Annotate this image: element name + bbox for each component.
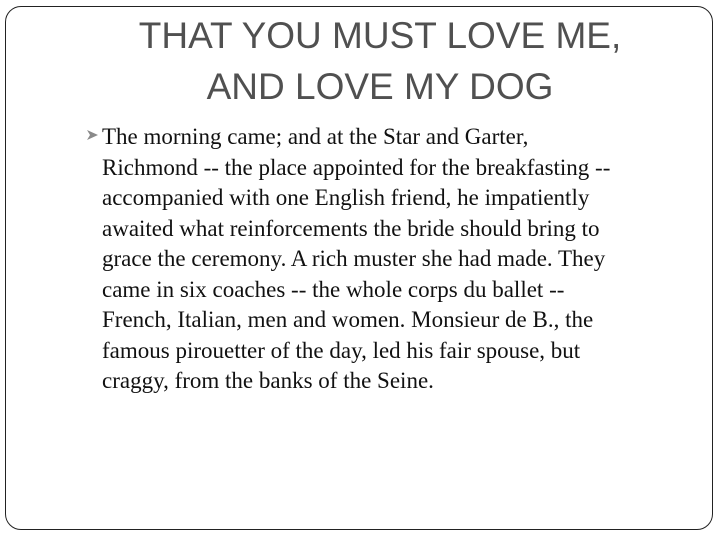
body-line: The morning came; and at the Star and Garter, (102, 124, 529, 149)
body-line: Richmond -- the place appointed for the breakfasting -- (102, 154, 611, 180)
body-line: awaited what reinforcements the bride should bring to (102, 215, 600, 241)
body-line: accompanied with one English friend, he impatiently (102, 185, 590, 210)
arrow-bullet-icon (84, 127, 100, 143)
title-line-2: AND LOVE MY DOG (206, 66, 554, 107)
body-line: came in six coaches -- the whole corps du ballet -- (102, 276, 565, 302)
title-line-1: THAT YOU MUST LOVE ME, (138, 15, 622, 56)
body-line: French, Italian, men and women. Monsieur de B., the (102, 307, 594, 332)
slide-title (60, 10, 700, 112)
body-line: famous pirouetter of the day, led his fair spouse, but (102, 337, 581, 363)
body-line: grace the ceremony. A rich muster she had made. They (102, 246, 606, 271)
slide-body (102, 122, 702, 397)
body-line: craggy, from the banks of the Seine. (102, 368, 434, 393)
